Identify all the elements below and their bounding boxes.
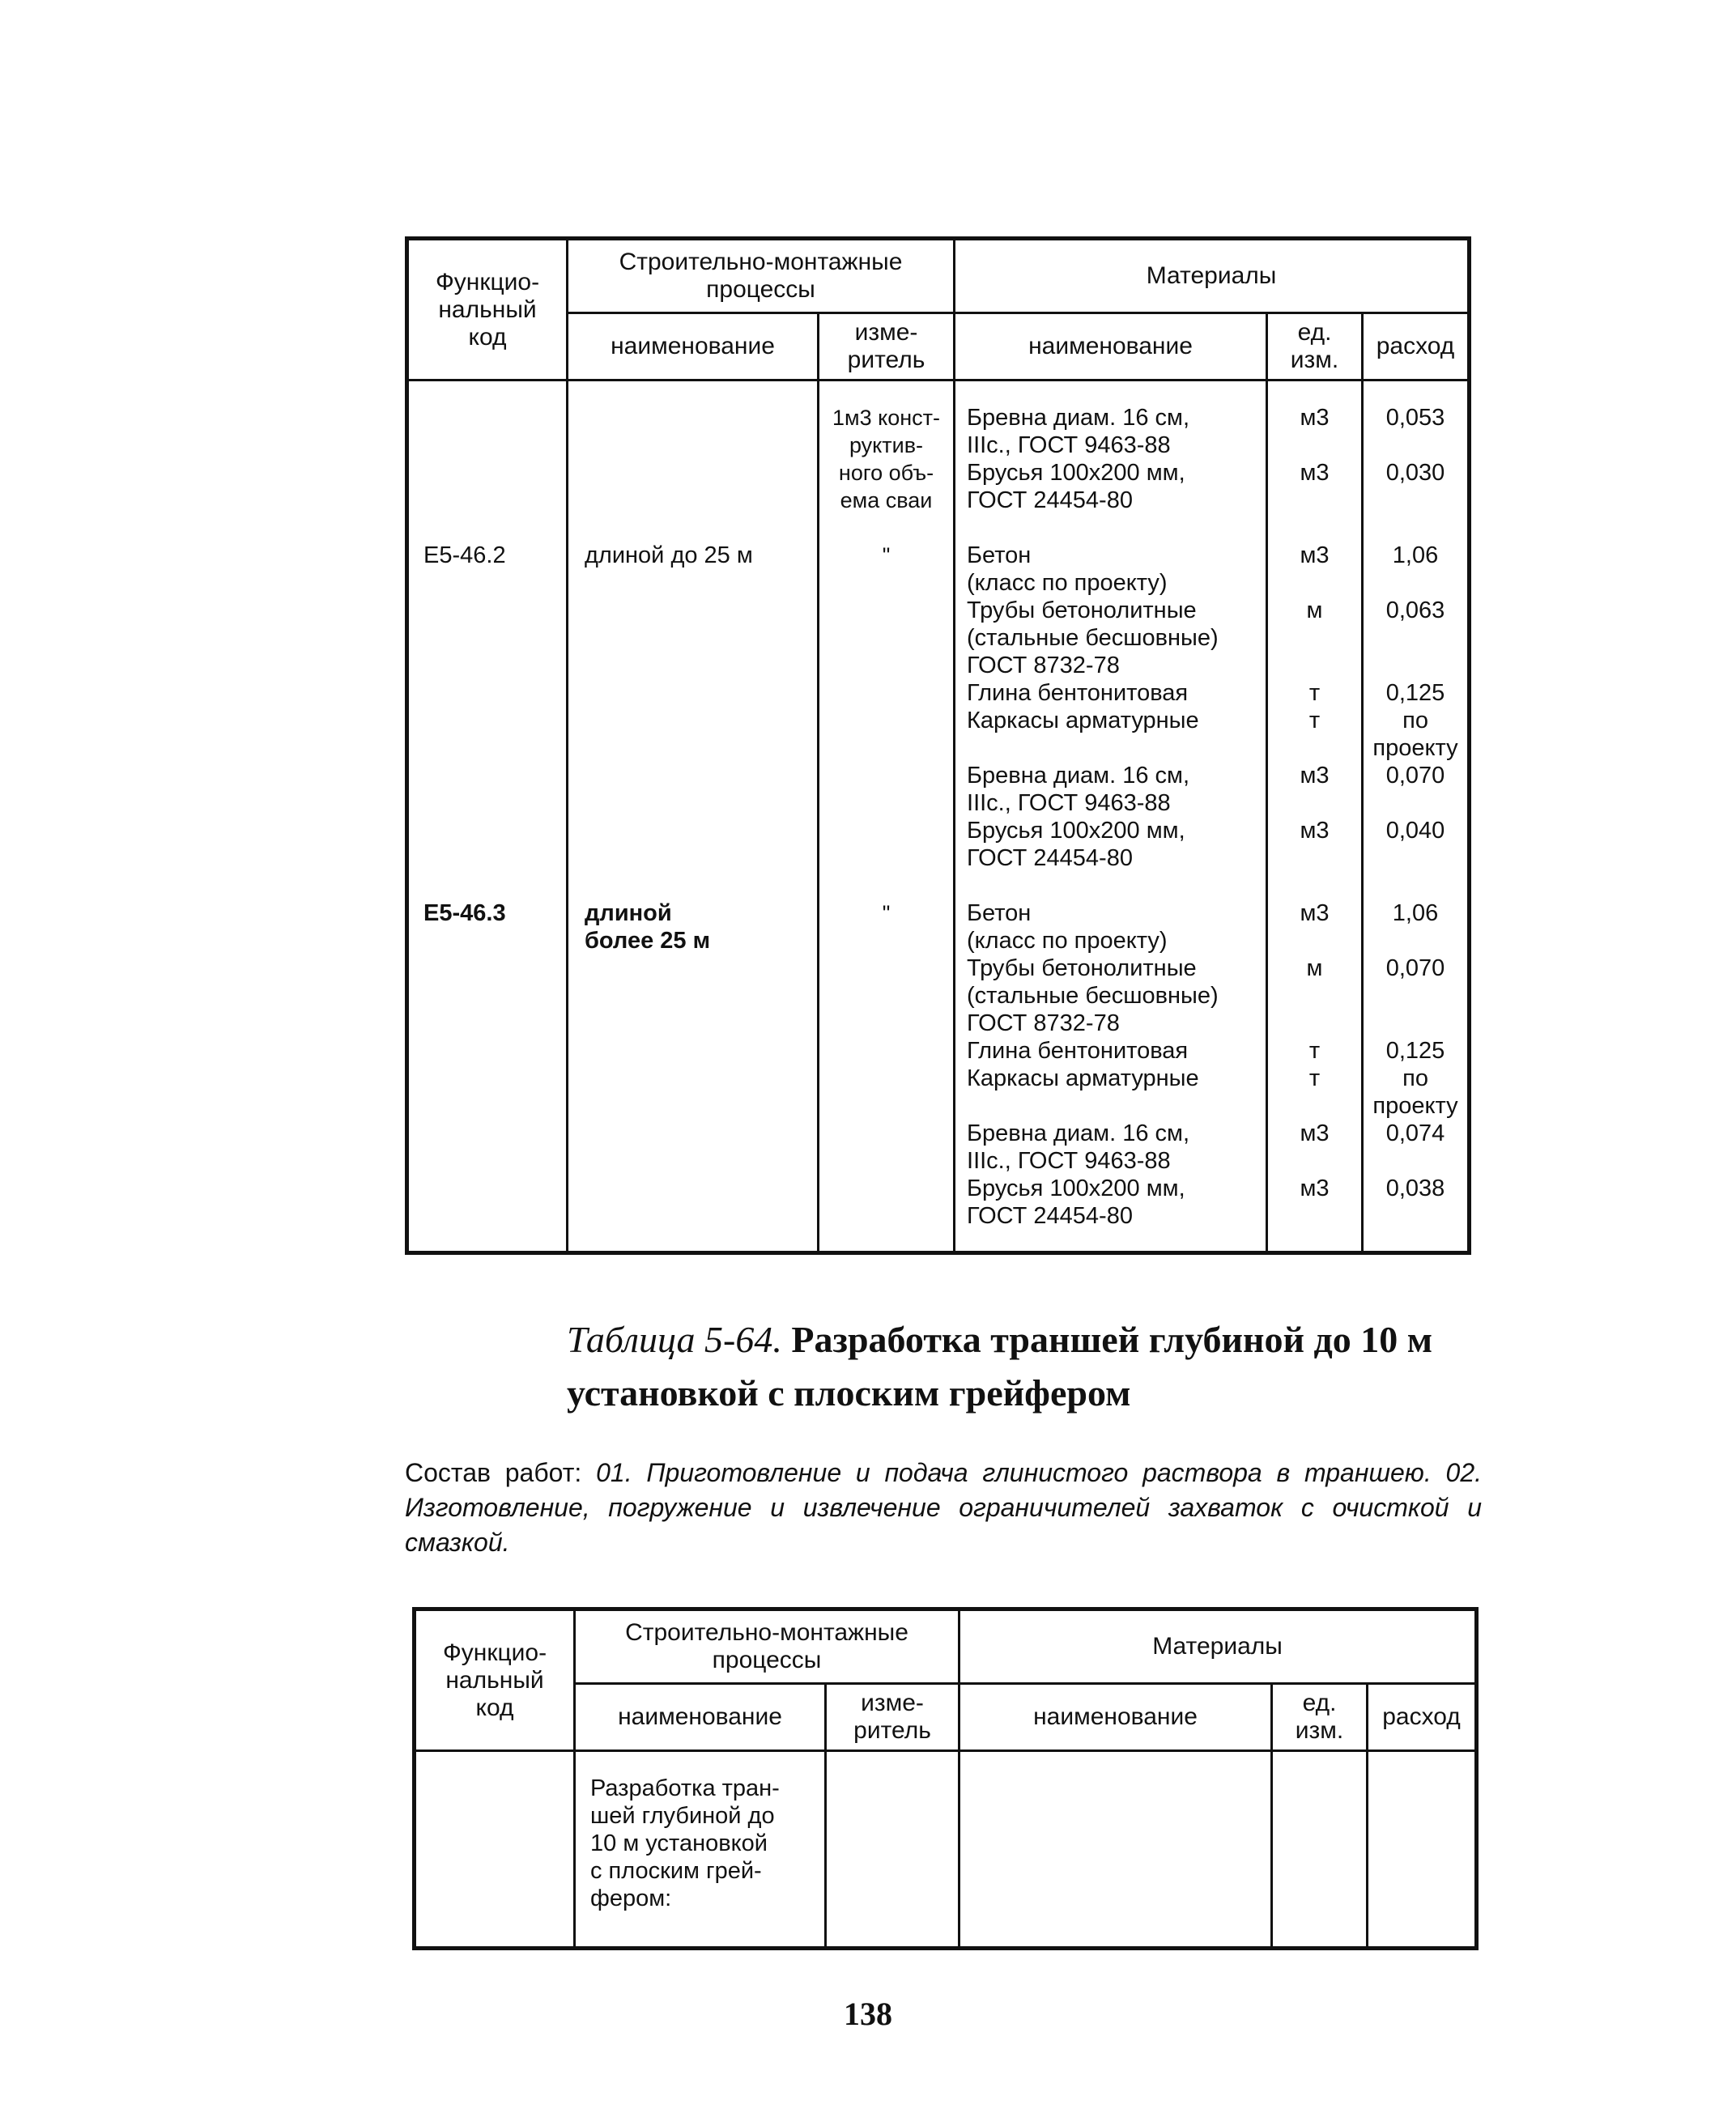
header-processes-line: процессы (712, 1647, 822, 1673)
page-number: 138 (844, 1996, 892, 2032)
header-processes-line: процессы (706, 276, 815, 303)
consumption-line: 0,070 (1385, 955, 1445, 981)
material-line: ГОСТ 8732-78 (967, 653, 1120, 678)
header-meter-line: ритель (853, 1717, 931, 1744)
unit-line: м3 (1300, 763, 1330, 789)
material-line: (класс по проекту) (967, 570, 1168, 596)
name-line (585, 404, 817, 432)
name-line: длиной до 25 м (585, 542, 753, 568)
material-line (967, 514, 1266, 542)
consumption-line (1364, 844, 1467, 872)
code-line (423, 597, 566, 624)
name-line (585, 817, 817, 844)
unit-line: м3 (1300, 460, 1330, 486)
material-line: Брусья 100х200 мм, (967, 818, 1185, 844)
unit-line: т (1308, 1065, 1321, 1091)
material-line: Каркасы арматурные (967, 1065, 1199, 1091)
material-line: Трубы бетонолитные (967, 955, 1197, 981)
code-line (423, 624, 566, 652)
header-func-code (407, 239, 568, 381)
unit-line (1268, 982, 1361, 1010)
meter-line (819, 707, 953, 734)
name-line (585, 734, 817, 762)
header-materials: Материалы (959, 1609, 1477, 1684)
unit-line (1268, 789, 1361, 817)
consumption-line (1364, 872, 1467, 899)
meter-line: ема сваи (840, 488, 933, 512)
material-line: (стальные бесшовные) (967, 983, 1219, 1009)
code-line (423, 404, 566, 432)
unit-line: т (1308, 680, 1321, 706)
col-material-unit (1272, 1751, 1368, 1949)
header-process-meter (826, 1684, 959, 1751)
meter-line (819, 597, 953, 624)
name-line (585, 707, 817, 734)
code-line (423, 762, 566, 789)
material-line: Брусья 100х200 мм, (967, 1176, 1185, 1201)
consumption-line (1364, 927, 1467, 954)
meter-line (819, 817, 953, 844)
work-composition-label: Состав работ: (405, 1458, 582, 1487)
name-line: фером: (590, 1886, 672, 1911)
col-material-name (955, 381, 1267, 1253)
material-line: Бревна диам. 16 см, (967, 405, 1190, 431)
material-line: IIIс., ГОСТ 9463-88 (967, 432, 1171, 458)
header-func-code-line: нальный (438, 295, 537, 323)
code-line (423, 459, 566, 487)
table-1 (405, 236, 1471, 1255)
header-process-name: наименование (568, 313, 819, 381)
name-line (585, 569, 817, 597)
unit-line: м3 (1300, 1176, 1330, 1201)
header-process-meter (819, 313, 955, 381)
consumption-line (1364, 982, 1467, 1010)
header-material-name: наименование (959, 1684, 1272, 1751)
col-material-consumption (1368, 1751, 1477, 1949)
header-unit-line: ед. (1302, 1690, 1337, 1716)
name-line (585, 872, 817, 899)
material-line (967, 1092, 1266, 1120)
header-func-code-line: код (475, 1694, 514, 1721)
meter-line (819, 679, 953, 707)
code-line (423, 652, 566, 679)
header-meter-line: изме- (854, 319, 918, 346)
material-line: Трубы бетонолитные (967, 597, 1197, 623)
table-body-row (415, 1751, 1477, 1949)
name-line (585, 459, 817, 487)
unit-line: м3 (1300, 818, 1330, 844)
header-materials: Материалы (955, 239, 1470, 313)
unit-line: м3 (1300, 542, 1330, 568)
material-line: Бревна диам. 16 см, (967, 763, 1190, 789)
code-line (423, 707, 566, 734)
material-line: ГОСТ 24454-80 (967, 845, 1133, 871)
material-line: (стальные бесшовные) (967, 625, 1219, 651)
name-line: 10 м установкой (590, 1830, 768, 1856)
unit-line (1268, 1147, 1361, 1175)
material-line: ГОСТ 24454-80 (967, 1203, 1133, 1229)
col-process-name (568, 381, 819, 1253)
table-body-row (407, 381, 1470, 1253)
header-processes-line: Строительно-монтажные (619, 249, 903, 275)
header-func-code-line: нальный (445, 1666, 544, 1694)
consumption-line: по (1402, 1065, 1428, 1091)
unit-line (1268, 652, 1361, 679)
meter-line: 1м3 конст- (832, 406, 940, 430)
code-line (423, 844, 566, 872)
unit-line (1268, 872, 1361, 899)
material-line: Брусья 100х200 мм, (967, 460, 1185, 486)
meter-line (819, 569, 953, 597)
consumption-line: 0,053 (1385, 405, 1445, 431)
name-line (585, 487, 817, 514)
unit-line (1268, 432, 1361, 459)
consumption-line (1364, 432, 1467, 459)
consumption-line (1364, 624, 1467, 652)
material-line: Каркасы арматурные (967, 708, 1199, 733)
consumption-line: 0,030 (1385, 460, 1445, 486)
name-line: длиной (585, 900, 672, 926)
col-material-name (959, 1751, 1272, 1949)
consumption-line: 0,063 (1385, 597, 1445, 623)
material-line: Бетон (967, 542, 1032, 568)
header-unit-line: изм. (1295, 1717, 1344, 1744)
meter-line (819, 789, 953, 817)
unit-line: м (1306, 597, 1323, 623)
header-func-code (415, 1609, 575, 1751)
material-line: Глина бентонитовая (967, 1038, 1189, 1064)
material-line (967, 872, 1266, 899)
material-line: Бревна диам. 16 см, (967, 1120, 1190, 1146)
consumption-line: 0,070 (1385, 763, 1445, 789)
meter-line (819, 762, 953, 789)
header-unit-line: ед. (1297, 319, 1332, 346)
name-line (585, 597, 817, 624)
table-2 (412, 1607, 1479, 1950)
code-line (423, 569, 566, 597)
table-header-row (407, 239, 1470, 313)
consumption-line (1364, 652, 1467, 679)
unit-line (1268, 734, 1361, 762)
meter-line (819, 872, 953, 899)
meter-line: ного объ- (838, 461, 934, 485)
table-header-row (415, 1609, 1477, 1684)
header-processes (575, 1609, 959, 1684)
consumption-line: по (1402, 708, 1428, 733)
header-func-code-line: Функцио- (442, 1639, 547, 1666)
header-func-code-line: код (468, 323, 507, 351)
table-caption-title: Разработка траншей глубиной до 10 м установкой с плоским грейфером (567, 1319, 1433, 1414)
meter-line: " (882, 901, 891, 925)
header-material-unit (1272, 1684, 1368, 1751)
consumption-line (1364, 514, 1467, 542)
name-line: с плоским грей- (590, 1858, 762, 1884)
material-line: IIIс., ГОСТ 9463-88 (967, 790, 1171, 816)
unit-line (1268, 487, 1361, 514)
material-line: ГОСТ 24454-80 (967, 487, 1133, 513)
header-processes-line: Строительно-монтажные (625, 1619, 908, 1646)
name-line (585, 762, 817, 789)
consumption-line: 0,125 (1385, 1038, 1445, 1064)
code-line (423, 734, 566, 762)
header-meter-line: ритель (847, 346, 925, 373)
name-line (585, 652, 817, 679)
meter-line (819, 624, 953, 652)
unit-line: м (1306, 955, 1323, 981)
meter-line (819, 734, 953, 762)
header-material-consumption: расход (1368, 1684, 1477, 1751)
meter-line (819, 514, 953, 542)
header-func-code-line: Функцио- (435, 268, 540, 295)
consumption-line: проекту (1372, 735, 1458, 761)
name-line (585, 514, 817, 542)
unit-line (1268, 1010, 1361, 1037)
code-line (423, 679, 566, 707)
meter-line (819, 844, 953, 872)
header-material-name: наименование (955, 313, 1267, 381)
name-line: более 25 м (585, 928, 711, 954)
material-line: Бетон (967, 900, 1032, 926)
meter-line (819, 652, 953, 679)
col-process-name (575, 1751, 826, 1949)
consumption-line: 1,06 (1392, 900, 1439, 926)
table-caption-number: Таблица 5-64. (567, 1319, 782, 1360)
code-line (423, 432, 566, 459)
name-line: Разработка тран- (590, 1775, 780, 1801)
consumption-line: проекту (1372, 1093, 1458, 1119)
consumption-line: 0,125 (1385, 680, 1445, 706)
unit-line (1268, 624, 1361, 652)
unit-line: м3 (1300, 900, 1330, 926)
header-meter-line: изме- (861, 1690, 924, 1716)
code-line: Е5-46.3 (423, 900, 506, 926)
meter-line: " (882, 543, 891, 568)
table-caption (567, 1313, 1522, 1420)
material-line: ГОСТ 8732-78 (967, 1010, 1120, 1036)
material-line: IIIс., ГОСТ 9463-88 (967, 1148, 1171, 1174)
header-process-name: наименование (575, 1684, 826, 1751)
consumption-line: 0,038 (1385, 1176, 1445, 1201)
header-material-consumption: расход (1363, 313, 1470, 381)
consumption-line: 0,040 (1385, 818, 1445, 844)
header-material-unit (1267, 313, 1363, 381)
consumption-line (1364, 1147, 1467, 1175)
name-line (585, 844, 817, 872)
name-line (585, 624, 817, 652)
unit-line (1268, 1092, 1361, 1120)
name-line (585, 789, 817, 817)
code-line (423, 789, 566, 817)
consumption-line (1364, 569, 1467, 597)
material-line: (класс по проекту) (967, 928, 1168, 954)
consumption-line (1364, 1010, 1467, 1037)
meter-line: руктив- (849, 433, 924, 457)
header-processes (568, 239, 955, 313)
unit-line: м3 (1300, 405, 1330, 431)
unit-line: м3 (1300, 1120, 1330, 1146)
code-line (423, 514, 566, 542)
consumption-line (1364, 487, 1467, 514)
unit-line (1268, 514, 1361, 542)
consumption-line (1364, 789, 1467, 817)
code-line (423, 872, 566, 899)
unit-line (1268, 844, 1361, 872)
unit-line: т (1308, 708, 1321, 733)
code-line (423, 487, 566, 514)
header-unit-line: изм. (1290, 346, 1339, 373)
col-material-unit (1267, 381, 1363, 1253)
col-func-code (415, 1751, 575, 1949)
name-line (585, 679, 817, 707)
col-process-meter (819, 381, 955, 1253)
code-line: Е5-46.2 (423, 542, 506, 568)
unit-line (1268, 569, 1361, 597)
unit-line: т (1308, 1038, 1321, 1064)
work-composition (405, 1456, 1482, 1560)
col-material-consumption (1363, 381, 1470, 1253)
col-process-meter (826, 1751, 959, 1949)
material-line (967, 734, 1266, 762)
col-func-code (407, 381, 568, 1253)
consumption-line: 0,074 (1385, 1120, 1445, 1146)
consumption-line: 1,06 (1392, 542, 1439, 568)
code-line (423, 817, 566, 844)
name-line (585, 432, 817, 459)
material-line: Глина бентонитовая (967, 680, 1189, 706)
unit-line (1268, 927, 1361, 954)
work-composition-text: 01. Приготовление и подача глинистого раствора в траншею. 02. Изготовление, погружение и извлечение ограничителей захваток с очисткой и смазкой. (405, 1458, 1483, 1557)
name-line: шей глубиной до (590, 1803, 775, 1829)
